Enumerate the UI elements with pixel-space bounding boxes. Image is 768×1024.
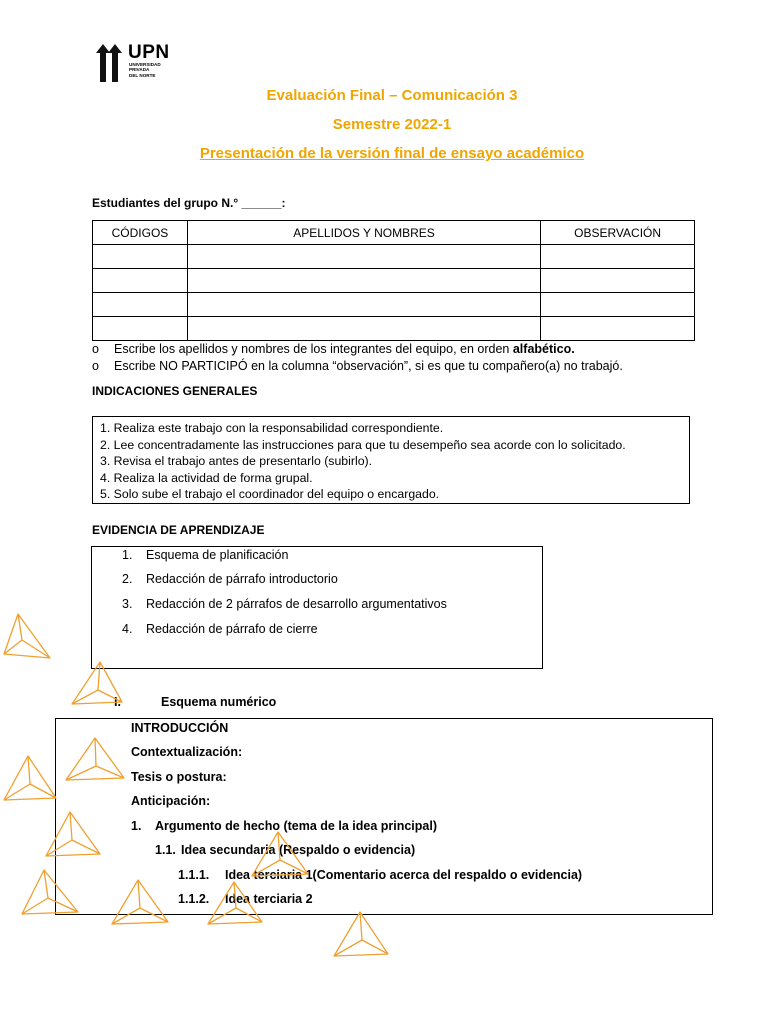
list-item: 2. Lee concentradamente las instrucciones para que tu desempeño sea acorde con lo solicitado.	[100, 437, 626, 452]
list-item: 2. Redacción de párrafo introductorio	[122, 572, 338, 586]
document-title: Evaluación Final – Comunicación 3	[266, 87, 518, 104]
outline-contextualization: Contextualización:	[131, 745, 243, 759]
list-item: 3. Revisa el trabajo antes de presentarlo (subirlo).	[100, 454, 373, 469]
numeric-outline-heading: Esquema numérico	[161, 695, 277, 709]
learning-evidence-heading: EVIDENCIA DE APRENDIZAJE	[92, 523, 265, 537]
university-logo	[96, 44, 168, 84]
paper-plane-icon	[334, 912, 388, 956]
table-cell[interactable]	[187, 317, 540, 341]
outline-anticipation: Anticipación:	[131, 794, 211, 808]
semester-label: Semestre 2022-1	[332, 116, 452, 133]
list-item: 1. Realiza este trabajo con la responsabilidad correspondiente.	[100, 421, 444, 435]
table-cell[interactable]	[541, 317, 695, 341]
paper-plane-icon	[4, 614, 50, 658]
table-cell[interactable]	[187, 269, 540, 293]
table-cell[interactable]	[93, 293, 188, 317]
column-header-names: APELLIDOS Y NOMBRES	[187, 221, 540, 245]
outline-tertiary1-number: 1.1.1.	[178, 868, 210, 882]
list-item: 4. Realiza la actividad de forma grupal.	[100, 470, 313, 485]
table-cell[interactable]	[93, 245, 188, 269]
column-header-codes: CÓDIGOS	[93, 221, 188, 245]
outline-tertiary1: Idea terciaria 1(Comentario acerca del respaldo o evidencia)	[225, 868, 583, 882]
list-item: 3. Redacción de 2 párrafos de desarrollo argumentativos	[122, 597, 447, 611]
outline-argument: Argumento de hecho (tema de la idea principal)	[155, 819, 437, 833]
table-cell[interactable]	[541, 245, 695, 269]
column-header-observation: OBSERVACIÓN	[541, 221, 695, 245]
logo-subtitle: UNIVERSIDAD PRIVADA DEL NORTE	[129, 62, 161, 78]
list-item: 5. Solo sube el trabajo el coordinador del equipo o encargado.	[100, 487, 440, 502]
list-item: 1. Esquema de planificación	[122, 548, 289, 562]
students-table	[92, 220, 695, 341]
table-row	[93, 293, 695, 317]
learning-evidence-box	[91, 546, 543, 669]
table-cell[interactable]	[93, 317, 188, 341]
outline-tertiary2: Idea terciaria 2	[225, 892, 313, 906]
table-row	[93, 317, 695, 341]
outline-thesis: Tesis o postura:	[131, 770, 227, 784]
logo-wordmark: UPN	[128, 42, 170, 63]
outline-secondary-number: 1.1.	[155, 843, 176, 857]
table-cell[interactable]	[187, 293, 540, 317]
list-item: 4. Redacción de párrafo de cierre	[122, 622, 318, 636]
outline-introduction: INTRODUCCIÓN	[131, 721, 229, 735]
upn-arrow-mark-icon	[96, 44, 122, 82]
table-cell[interactable]	[187, 245, 540, 269]
outline-argument-number: 1.	[131, 819, 142, 833]
table-cell[interactable]	[541, 269, 695, 293]
students-group-label: Estudiantes del grupo N.° ______:	[92, 196, 286, 210]
note-alphabetical: o Escribe los apellidos y nombres de los integrantes del equipo, en orden alfabético.	[92, 342, 575, 356]
paper-plane-icon	[4, 756, 56, 800]
assignment-subtitle: Presentación de la versión final de ensayo académico	[199, 145, 585, 162]
general-indications-box	[92, 416, 690, 504]
outline-secondary-idea: Idea secundaria (Respaldo o evidencia)	[181, 843, 416, 857]
table-cell[interactable]	[93, 269, 188, 293]
table-cell[interactable]	[541, 293, 695, 317]
outline-tertiary2-number: 1.1.2.	[178, 892, 210, 906]
table-header-row	[93, 221, 695, 245]
table-row	[93, 245, 695, 269]
table-row	[93, 269, 695, 293]
section-numeral: I.	[114, 695, 121, 709]
note-no-participation: o Escribe NO PARTICIPÓ en la columna “observación”, si es que tu compañero(a) no trabajó.	[92, 359, 623, 373]
general-indications-heading: INDICACIONES GENERALES	[92, 384, 258, 398]
